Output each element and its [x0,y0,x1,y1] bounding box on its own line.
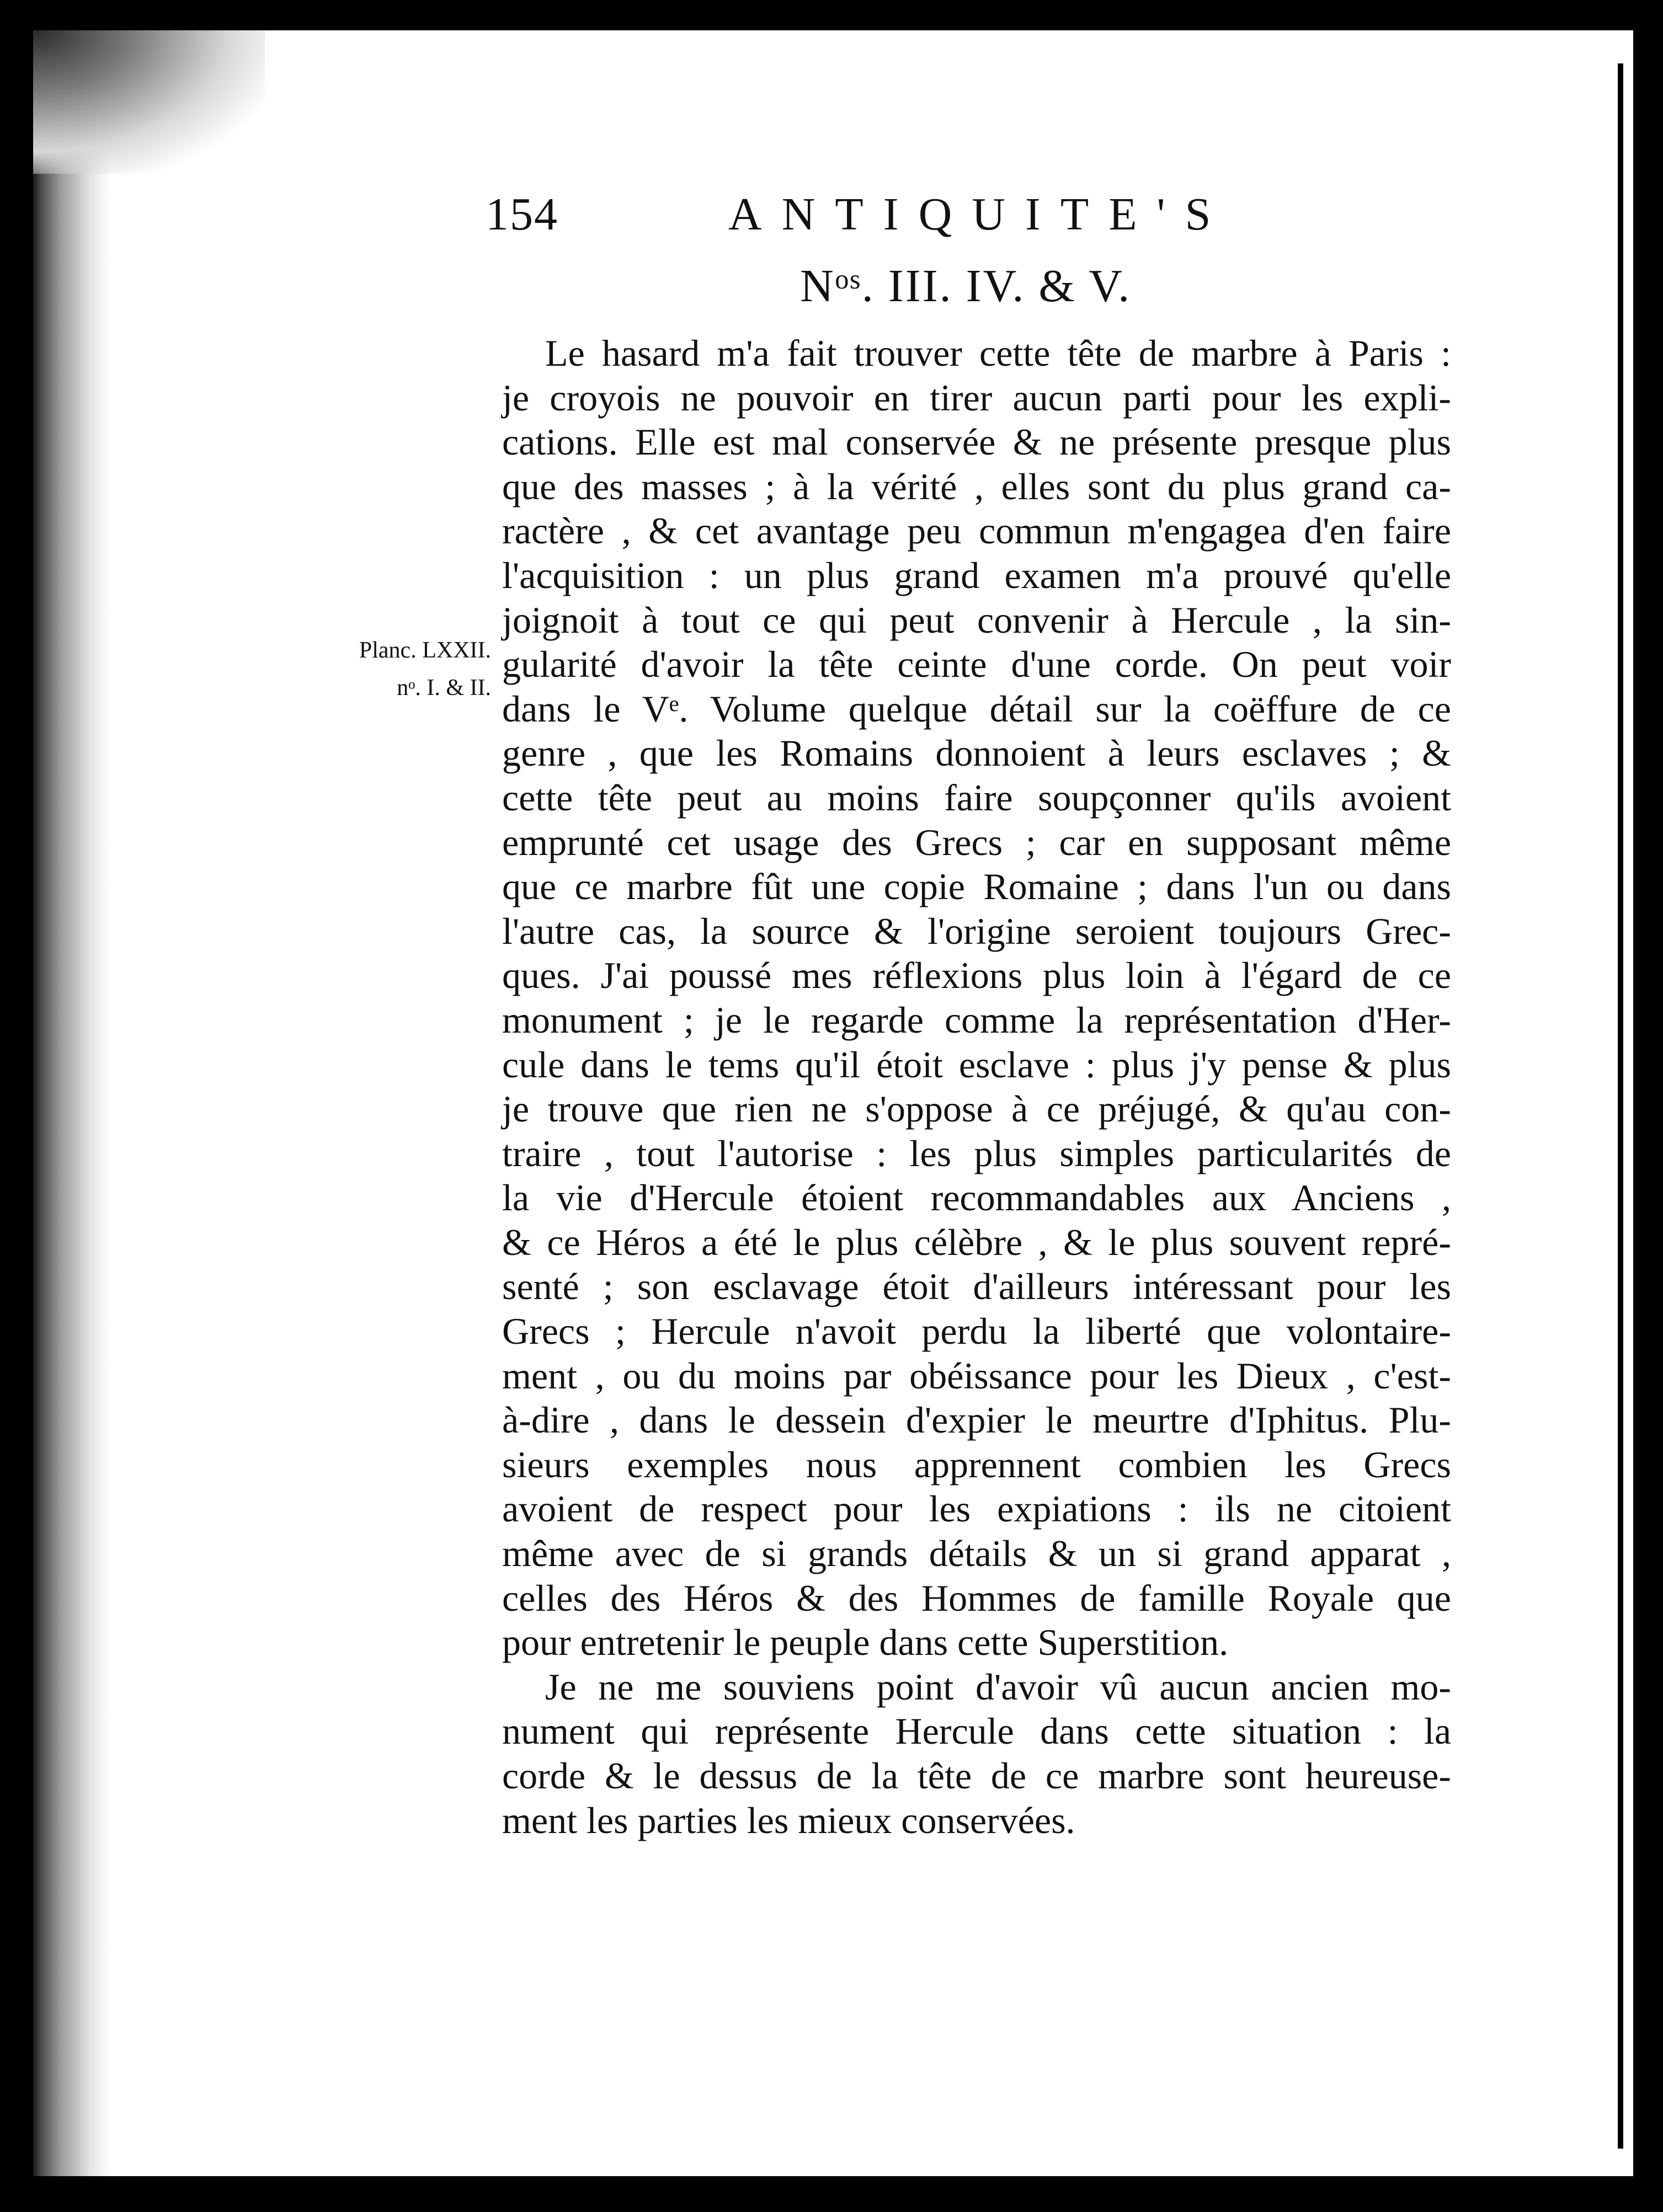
body-text [502,331,1451,1842]
page-corner-smudge [33,30,265,174]
text-line: celles des Héros & des Hommes de famille Royale que [502,1577,1451,1619]
text-line: genre , que les Romains donnoient à leurs esclaves ; & [502,732,1451,774]
text-line: ractère , & cet avantage peu commun m'engagea d'en faire [502,510,1451,552]
margin-note [303,632,491,707]
text-line: avoient de respect pour les expiations : ils ne citoient [502,1488,1451,1530]
text-line: senté ; son esclavage étoit d'ailleurs intéressant pour les [502,1265,1451,1308]
text-line: je trouve que rien ne s'oppose à ce préjugé, & qu'au con- [502,1088,1451,1130]
running-title: ANTIQUITE'S [728,189,1231,240]
text-line: ques. J'ai poussé mes réflexions plus loin à l'égard de ce [502,954,1451,997]
text-line: l'acquisition : un plus grand examen m'a prouvé qu'elle [502,554,1451,596]
paragraph [502,1665,1451,1842]
text-line: la vie d'Hercule étoient recommandables aux Anciens , [502,1177,1451,1219]
margin-note-line: nᵒ. I. & II. [397,675,491,701]
text-line: cations. Elle est mal conservée & ne présente presque plus [502,421,1451,463]
text-line: même avec de si grands détails & un si grand apparat , [502,1532,1451,1575]
text-line: Je ne me souviens point d'avoir vû aucun ancien mo- [545,1665,1451,1708]
text-line: cette tête peut au moins faire soupçonner qu'ils avoient [502,776,1451,819]
text-line: Grecs ; Hercule n'avoit perdu la liberté que volontaire- [502,1310,1451,1353]
text-line: monument ; je le regarde comme la représentation d'Her- [502,998,1451,1041]
text-line: que ce marbre fût une copie Romaine ; dans l'un ou dans [502,865,1451,908]
text-line: & ce Héros a été le plus célèbre , & le plus souvent repré- [502,1221,1451,1263]
text-line: emprunté cet usage des Grecs ; car en supposant même [502,821,1451,863]
text-line: Le hasard m'a fait trouver cette tête de marbre à Paris : [545,332,1451,374]
text-line: joignoit à tout ce qui peut convenir à Hercule , la sin- [502,599,1451,641]
page-gutter-shadow [33,30,110,2176]
page-right-edge [1618,63,1623,2149]
paragraph [502,331,1451,1665]
text-line: que des masses ; à la vérité , elles sont du plus grand ca- [502,465,1451,507]
text-line: nument qui représente Hercule dans cette situation : la [502,1710,1451,1752]
text-line: je croyois ne pouvoir en tirer aucun parti pour les expli- [502,376,1451,419]
text-line: ment les parties les mieux conservées. [502,1799,1075,1841]
text-line: cule dans le tems qu'il étoit esclave : plus j'y pense & plus [502,1043,1451,1086]
text-line: corde & le dessus de la tête de ce marbre sont heureuse- [502,1755,1451,1797]
text-line: pour entretenir le peuple dans cette Superstition. [502,1621,1229,1664]
text-line: dans le Vᵉ. Volume quelque détail sur la coëffure de ce [502,687,1451,730]
text-line: à-dire , dans le dessein d'expier le meurtre d'Iphitus. Plu- [502,1399,1451,1441]
margin-note-line: Planc. LXXII. [359,638,491,663]
text-line: ment , ou du moins par obéissance pour les Dieux , c'est- [502,1354,1451,1397]
text-line: traire , tout l'autorise : les plus simples particularités de [502,1132,1451,1174]
section-heading: Nᵒˢ. III. IV. & V. [800,260,1132,312]
page-number: 154 [486,189,558,240]
text-line: l'autre cas, la source & l'origine seroient toujours Grec- [502,910,1451,952]
text-line: sieurs exemples nous apprennent combien les Grecs [502,1443,1451,1486]
text-line: gularité d'avoir la tête ceinte d'une corde. On peut voir [502,643,1451,686]
